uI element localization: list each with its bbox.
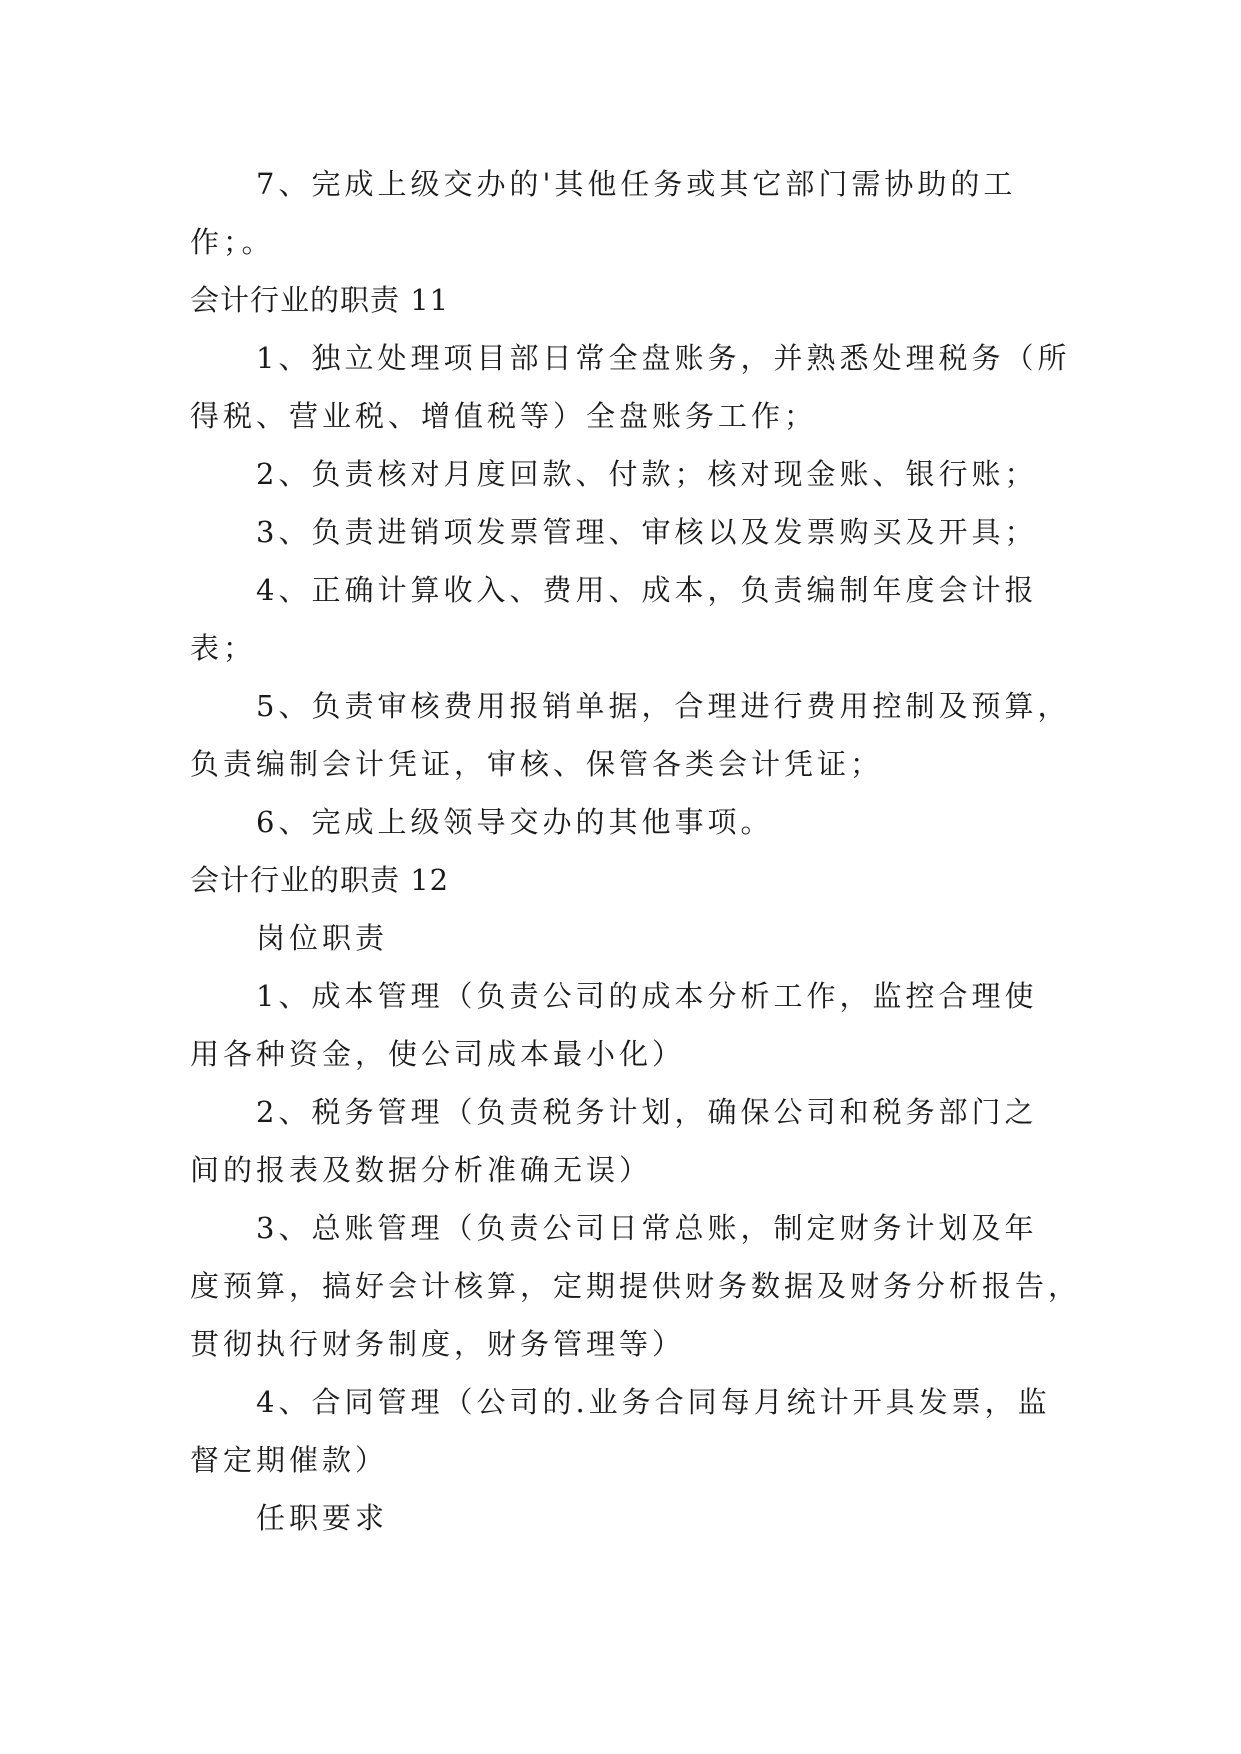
paragraph-line: 用各种资金，使公司成本最小化） bbox=[190, 1037, 686, 1071]
paragraph-line: 督定期催款） bbox=[190, 1443, 389, 1477]
document-page bbox=[190, 155, 1082, 1547]
paragraph-line: 1、成本管理（负责公司的成本分析工作，监控合理使 bbox=[256, 979, 1038, 1013]
subsection-heading: 任职要求 bbox=[256, 1501, 389, 1535]
paragraph-line: 4、合同管理（公司的.业务合同每月统计开具发票，监 bbox=[256, 1385, 1051, 1419]
section-heading: 会计行业的职责 11 bbox=[190, 283, 450, 317]
paragraph-line: 3、负责进销项发票管理、审核以及发票购买及开具； bbox=[256, 515, 1038, 549]
subsection-heading: 岗位职责 bbox=[256, 921, 389, 955]
paragraph-line: 间的报表及数据分析准确无误） bbox=[190, 1153, 653, 1187]
paragraph-line: 2、税务管理（负责税务计划，确保公司和税务部门之 bbox=[256, 1095, 1038, 1129]
paragraph-line: 5、负责审核费用报销单据，合理进行费用控制及预算， bbox=[256, 689, 1071, 723]
paragraph-line: 表； bbox=[190, 631, 257, 665]
paragraph-line: 得税、营业税、增值税等）全盘账务工作； bbox=[190, 399, 818, 433]
paragraph-line: 2、负责核对月度回款、付款；核对现金账、银行账； bbox=[256, 457, 1038, 491]
paragraph-line: 3、总账管理（负责公司日常总账，制定财务计划及年 bbox=[256, 1211, 1038, 1245]
paragraph-line: 贯彻执行财务制度，财务管理等） bbox=[190, 1327, 686, 1361]
paragraph-line: 度预算，搞好会计核算，定期提供财务数据及财务分析报告， bbox=[190, 1269, 1082, 1303]
paragraph-line: 负责编制会计凭证，审核、保管各类会计凭证； bbox=[190, 747, 884, 781]
paragraph-line: 4、正确计算收入、费用、成本，负责编制年度会计报 bbox=[256, 573, 1038, 607]
paragraph-line: 作；。 bbox=[190, 225, 275, 259]
paragraph-line: 6、完成上级领导交办的其他事项。 bbox=[256, 805, 774, 839]
section-heading: 会计行业的职责 12 bbox=[190, 863, 450, 897]
paragraph-line: 7、完成上级交办的'其他任务或其它部门需协助的工 bbox=[256, 167, 1017, 201]
paragraph-line: 1、独立处理项目部日常全盘账务，并熟悉处理税务（所 bbox=[256, 341, 1071, 375]
